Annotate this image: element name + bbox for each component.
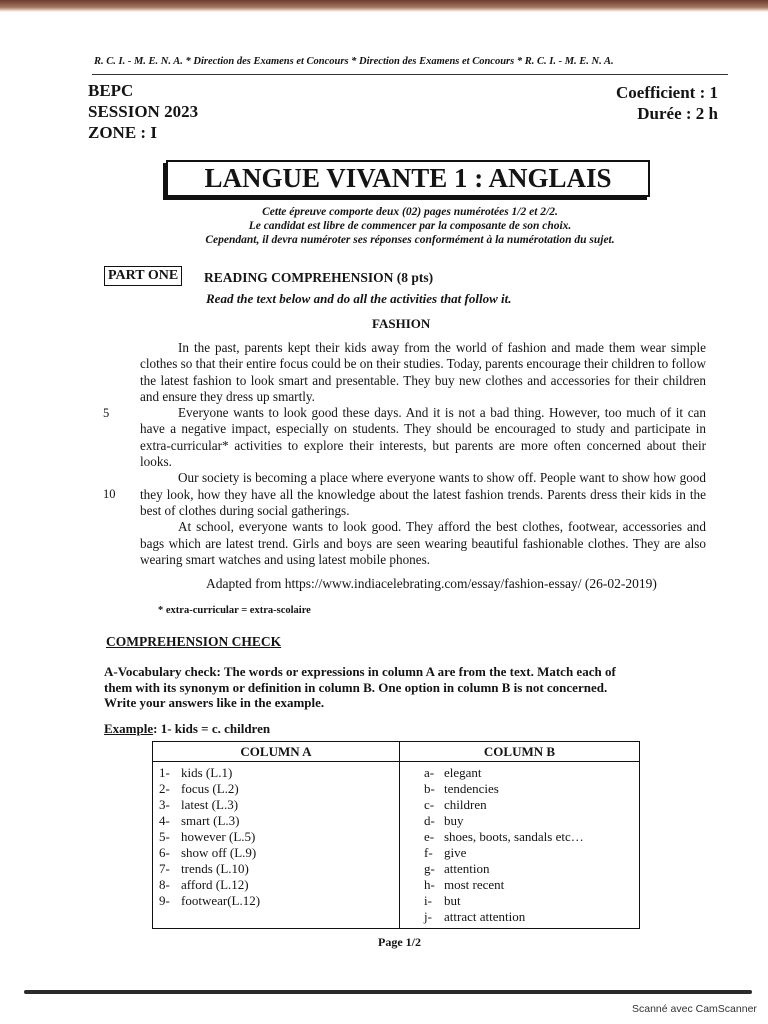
page-number: Page 1/2 <box>378 935 421 949</box>
column-a-item: 4- smart (L.3) <box>159 813 240 828</box>
header-banner: R. C. I. - M. E. N. A. * Direction des Examens et Concours * Direction des Examens et Concours * R. C. I. - M. E. N. A. <box>94 56 614 67</box>
reading-text <box>140 340 706 568</box>
paragraph: In the past, parents kept their kids away from the world of fashion and made them wear simple clothes so that their entire focus could be on their studies. Today, parents encourage their children to follow the latest fashion to look smart and presentable. They buy new clothes and accessories for their children and ensure they dress up smartly. <box>140 340 706 404</box>
scanner-watermark: Scanné avec CamScanner <box>632 1003 757 1015</box>
comprehension-heading: COMPREHENSION CHECK <box>106 634 282 649</box>
column-a-header: COLUMN A <box>153 742 400 762</box>
vocabulary-instruction <box>104 664 704 711</box>
column-a-list <box>153 762 400 929</box>
example <box>104 721 270 737</box>
column-b-item: c- children <box>424 797 487 812</box>
column-a-item: 8- afford (L.12) <box>159 877 249 892</box>
instruction-line: Cette épreuve comporte deux (02) pages numérotées 1/2 et 2/2. <box>262 206 558 218</box>
exam-instructions <box>140 205 680 247</box>
footnote: * extra-curricular = extra-scolaire <box>158 605 311 616</box>
column-b-header: COLUMN B <box>400 742 640 762</box>
instruction-line: Le candidat est libre de commencer par la composante de son choix. <box>248 220 572 232</box>
column-b-list <box>400 762 640 929</box>
exam-zone: ZONE : I <box>88 123 157 142</box>
paragraph: Everyone wants to look good these days. And it is not a bad thing. However, too much of it can have a negative impact, especially on students. They should be encouraged to study and participate in extra-curricular* activities to explore their interests, but parents are more often concerned about their looks. <box>140 405 706 470</box>
column-a-item: 1- kids (L.1) <box>159 765 233 780</box>
column-a-item: 9- footwear(L.12) <box>159 893 261 908</box>
column-a-item: 5- however (L.5) <box>159 829 256 844</box>
part-one-title: READING COMPREHENSION (8 pts) <box>204 270 434 285</box>
top-edge-shadow <box>0 0 768 12</box>
vocab-line: Write your answers like in the example. <box>104 695 325 710</box>
part-one-badge: PART ONE <box>104 266 182 286</box>
column-a-item: 6- show off (L.9) <box>159 845 257 860</box>
column-b-item: f- give <box>424 845 467 860</box>
coefficient: Coefficient : 1 <box>616 83 718 102</box>
column-b-item: a- elegant <box>424 765 482 780</box>
exam-info <box>88 80 198 143</box>
column-b-item: h- most recent <box>424 877 505 892</box>
exam-name: BEPC <box>88 81 134 100</box>
paragraph: At school, everyone wants to look good. They afford the best clothes, footwear, accessories and bags which are latest trend. Girls and boys are seen wearing beautiful fashionable clothes. They are also wearing smart watches and using latest mobile phones. <box>140 519 706 567</box>
part-one-instruction: Read the text below and do all the activities that follow it. <box>206 291 512 306</box>
text-title: FASHION <box>372 316 431 331</box>
exam-session: SESSION 2023 <box>88 102 199 121</box>
subject-title: LANGUE VIVANTE 1 : ANGLAIS <box>166 160 650 197</box>
column-b-item: b- tendencies <box>424 781 499 796</box>
vocab-line: them with its synonym or definition in column B. One option in column B is not concerned. <box>104 679 608 695</box>
column-b-item: g- attention <box>424 861 490 876</box>
line-number-5: 5 <box>103 406 110 420</box>
line-number-10: 10 <box>103 487 116 501</box>
instruction-line: Cependant, il devra numéroter ses réponses conformément à la numérotation du sujet. <box>205 234 615 246</box>
column-b-item: d- buy <box>424 813 464 828</box>
text-source: Adapted from https://www.indiacelebrating.com/essay/fashion-essay/ (26-02-2019) <box>206 576 657 591</box>
column-a-item: 3- latest (L.3) <box>159 797 239 812</box>
column-a-item: 7- trends (L.10) <box>159 861 249 876</box>
matching-table <box>152 741 640 929</box>
header-rule <box>92 74 728 75</box>
column-b-item: e- shoes, boots, sandals etc… <box>424 829 584 844</box>
bottom-edge-shadow <box>24 990 752 994</box>
exam-weighting <box>616 82 718 124</box>
example-text: : 1- kids = c. children <box>153 721 271 736</box>
vocab-line: A-Vocabulary check: The words or expressions in column A are from the text. Match each of <box>104 664 616 679</box>
column-b-item: i- but <box>424 893 461 908</box>
paragraph: Our society is becoming a place where everyone wants to show off. People want to show how good they look, how they have all the knowledge about the latest fashion trends. Parents dress their kids in the best of clothes during social gatherings. <box>140 470 706 518</box>
column-a-item: 2- focus (L.2) <box>159 781 239 796</box>
example-label: Example <box>104 721 154 736</box>
column-b-item: j- attract attention <box>424 909 526 924</box>
duration: Durée : 2 h <box>637 104 718 123</box>
